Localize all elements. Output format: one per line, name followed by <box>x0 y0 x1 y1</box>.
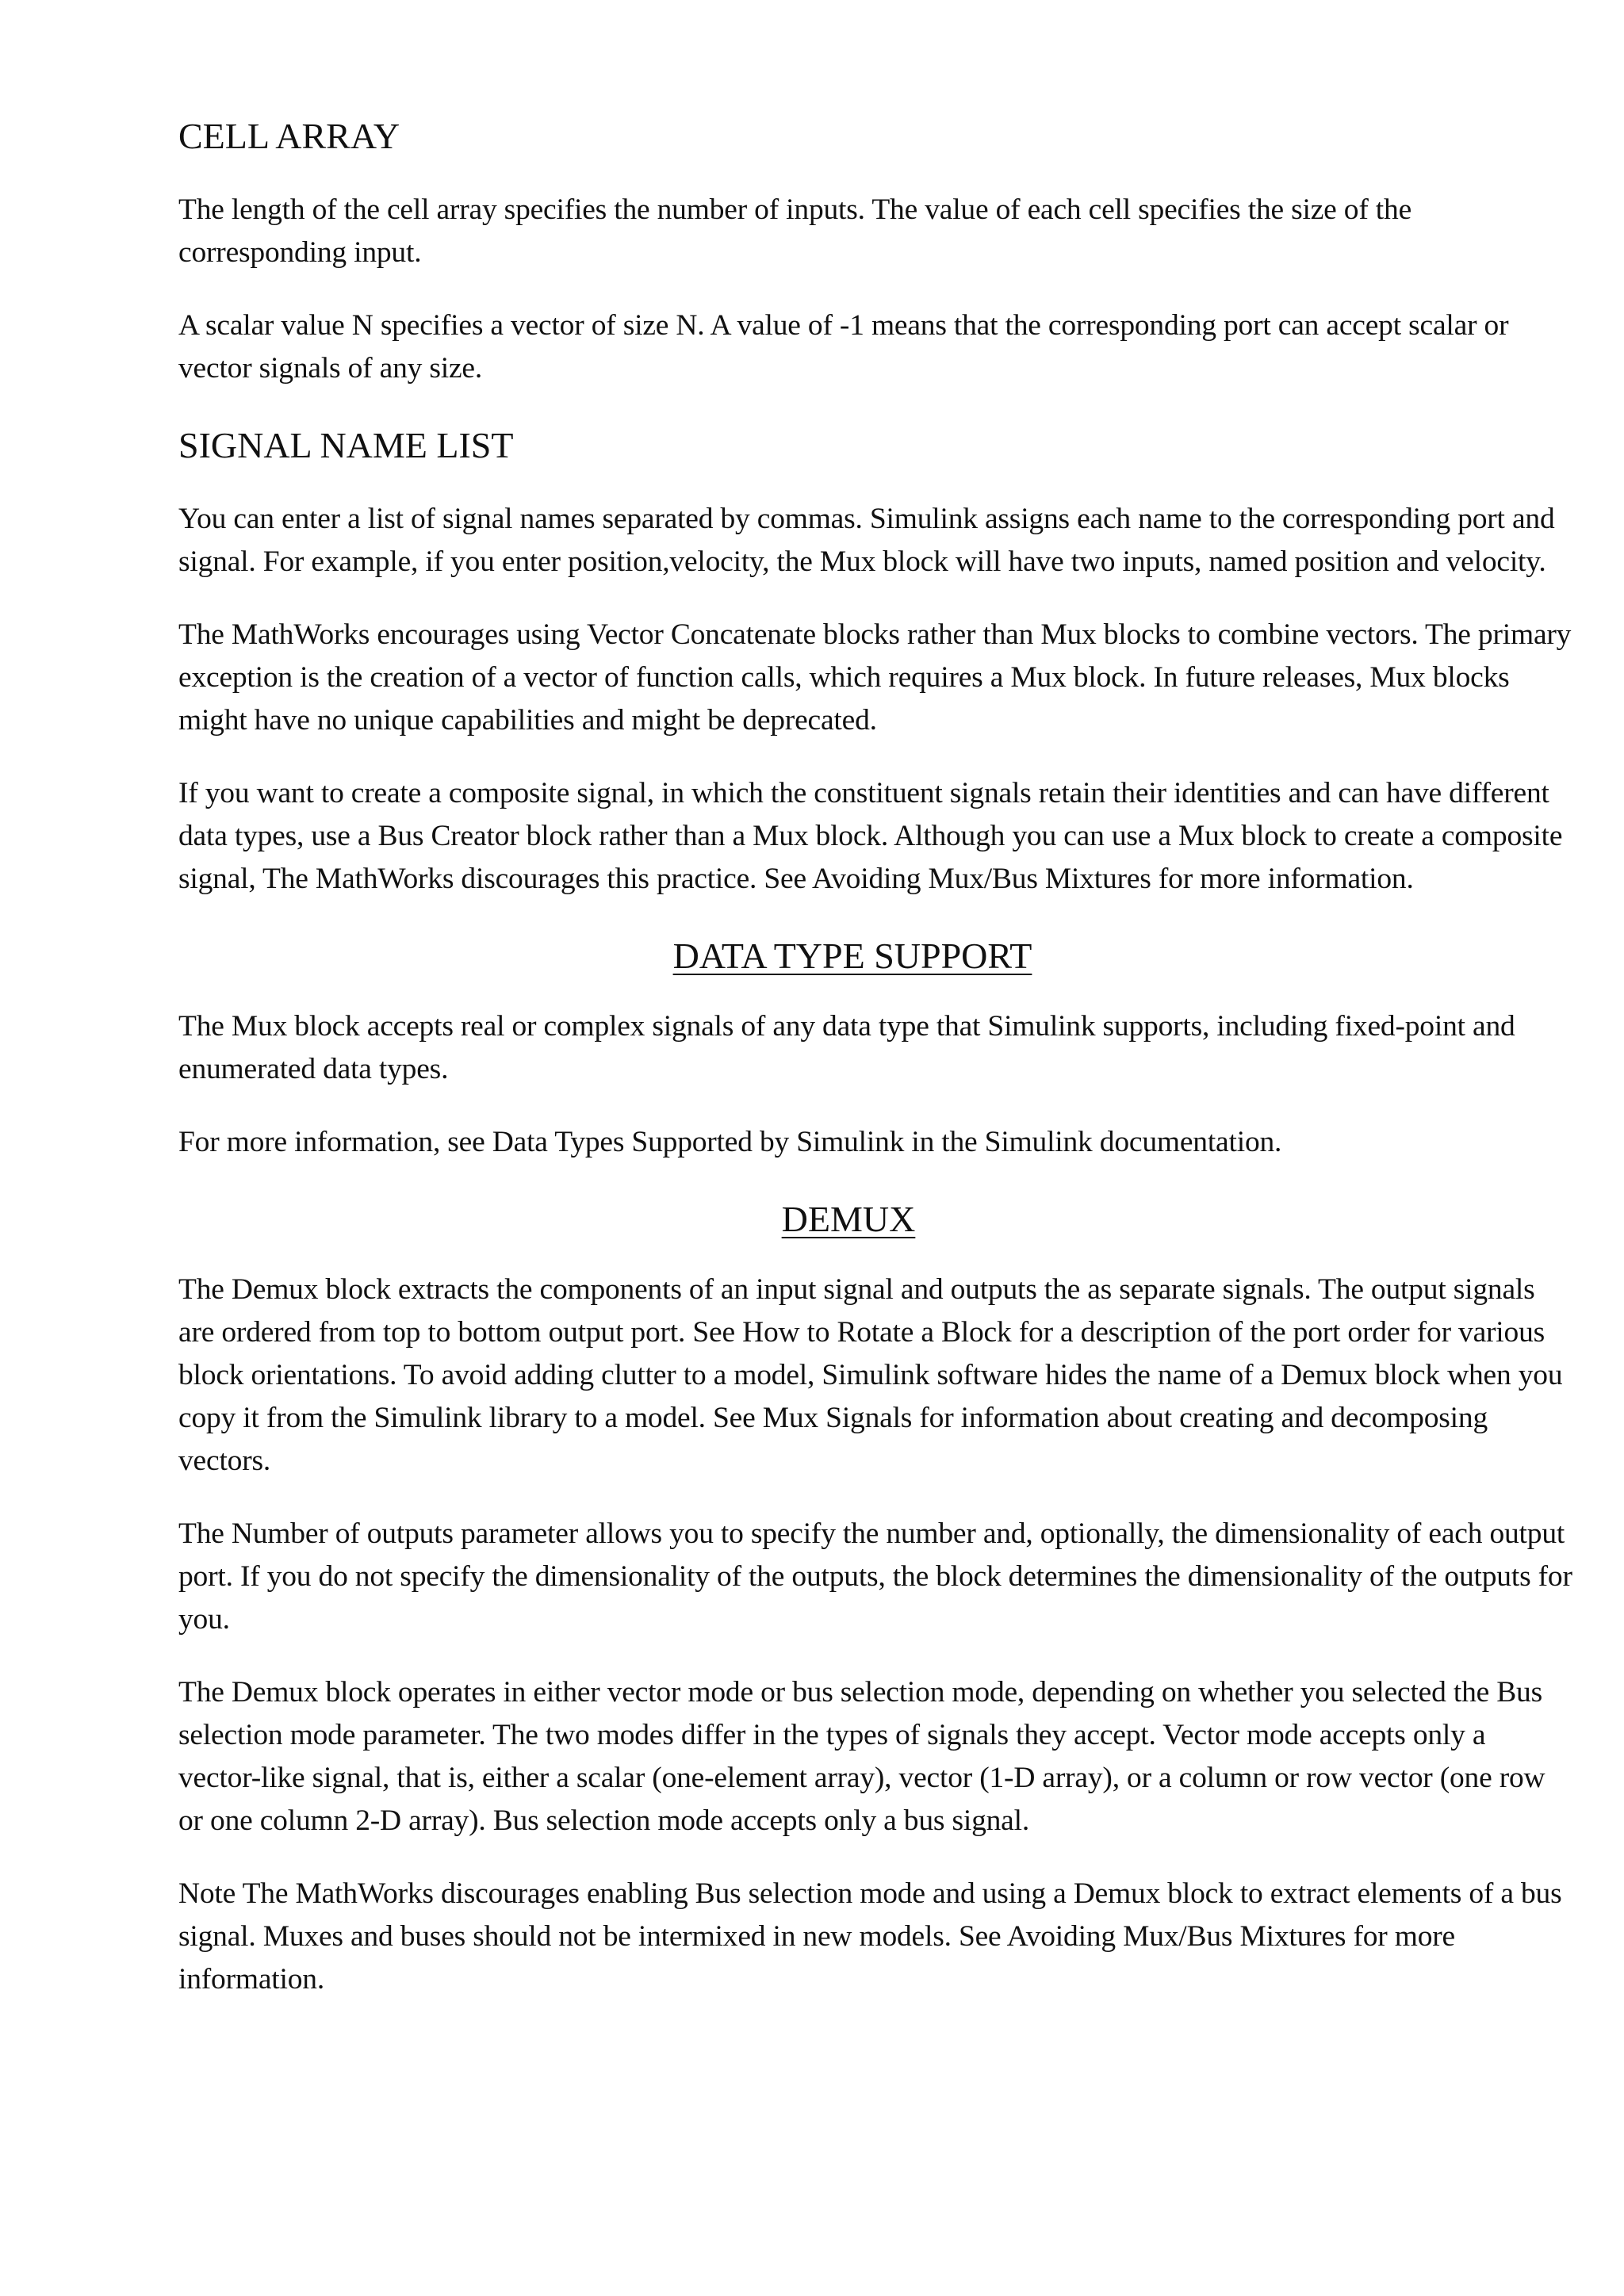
paragraph: For more information, see Data Types Supported by Simulink in the Simulink documentation. <box>178 1126 1282 1158</box>
paragraph: A scalar value N specifies a vector of size N. A value of -1 means that the corresponding port can accept scalar or vector signals of any size. <box>178 309 1509 385</box>
paragraph: If you want to create a composite signal, in which the constituent signals retain their identities and can have different data types, use a Bus Creator block rather than a Mux block. Although you can use a Mux block to create a composite signal, The MathWorks discourages this practice. See Avoiding Mux/Bus Mixtures for more information. <box>178 777 1563 895</box>
heading-signal-name-list: SIGNAL NAME LIST <box>178 425 514 465</box>
paragraph: The Demux block extracts the components of an input signal and outputs the as separate signals. The output signals are ordered from top to bottom output port. See How to Rotate a Block for a description of the port order for various block orientations. To avoid adding clutter to a model, Simulink software hides the name of a Demux block when you copy it from the Simulink library to a model. See Mux Signals for information about creating and decomposing vectors. <box>178 1273 1563 1477</box>
paragraph: The Mux block accepts real or complex signals of any data type that Simulink supports, including fixed-point and enumerated data types. <box>178 1010 1515 1085</box>
paragraph: The Demux block operates in either vector mode or bus selection mode, depending on whether you selected the Bus selection mode parameter. The two modes differ in the types of signals they accept. Vector mode accepts only a vector-like signal, that is, either a scalar (one-element array), vector (1-D array), or a column or row vector (one row or one column 2-D array). Bus selection mode accepts only a bus signal. <box>178 1676 1545 1837</box>
heading-cell-array: CELL ARRAY <box>178 116 400 156</box>
heading-demux: DEMUX <box>781 1199 916 1239</box>
paragraph: You can enter a list of signal names separated by commas. Simulink assigns each name to the corresponding port and signal. For example, if you enter position,velocity, the Mux block will have two inputs, named position and velocity. <box>178 503 1555 578</box>
paragraph: The length of the cell array specifies the number of inputs. The value of each cell specifies the size of the corresponding input. <box>178 193 1412 269</box>
paragraph-note: Note The MathWorks discourages enabling Bus selection mode and using a Demux block to extract elements of a bus signal. Muxes and buses should not be intermixed in new models. See Avoiding Mux/Bus Mixtures for more information. <box>178 1877 1562 1996</box>
document-body <box>178 111 1574 2031</box>
heading-data-type-support: DATA TYPE SUPPORT <box>672 936 1032 976</box>
paragraph: The Number of outputs parameter allows you to specify the number and, optionally, the dimensionality of each output port. If you do not specify the dimensionality of the outputs, the block determines the dimensionality of the outputs for you. <box>178 1517 1572 1636</box>
paragraph: The MathWorks encourages using Vector Concatenate blocks rather than Mux blocks to combine vectors. The primary exception is the creation of a vector of function calls, which requires a Mux block. In future releases, Mux blocks might have no unique capabilities and might be deprecated. <box>178 618 1572 737</box>
